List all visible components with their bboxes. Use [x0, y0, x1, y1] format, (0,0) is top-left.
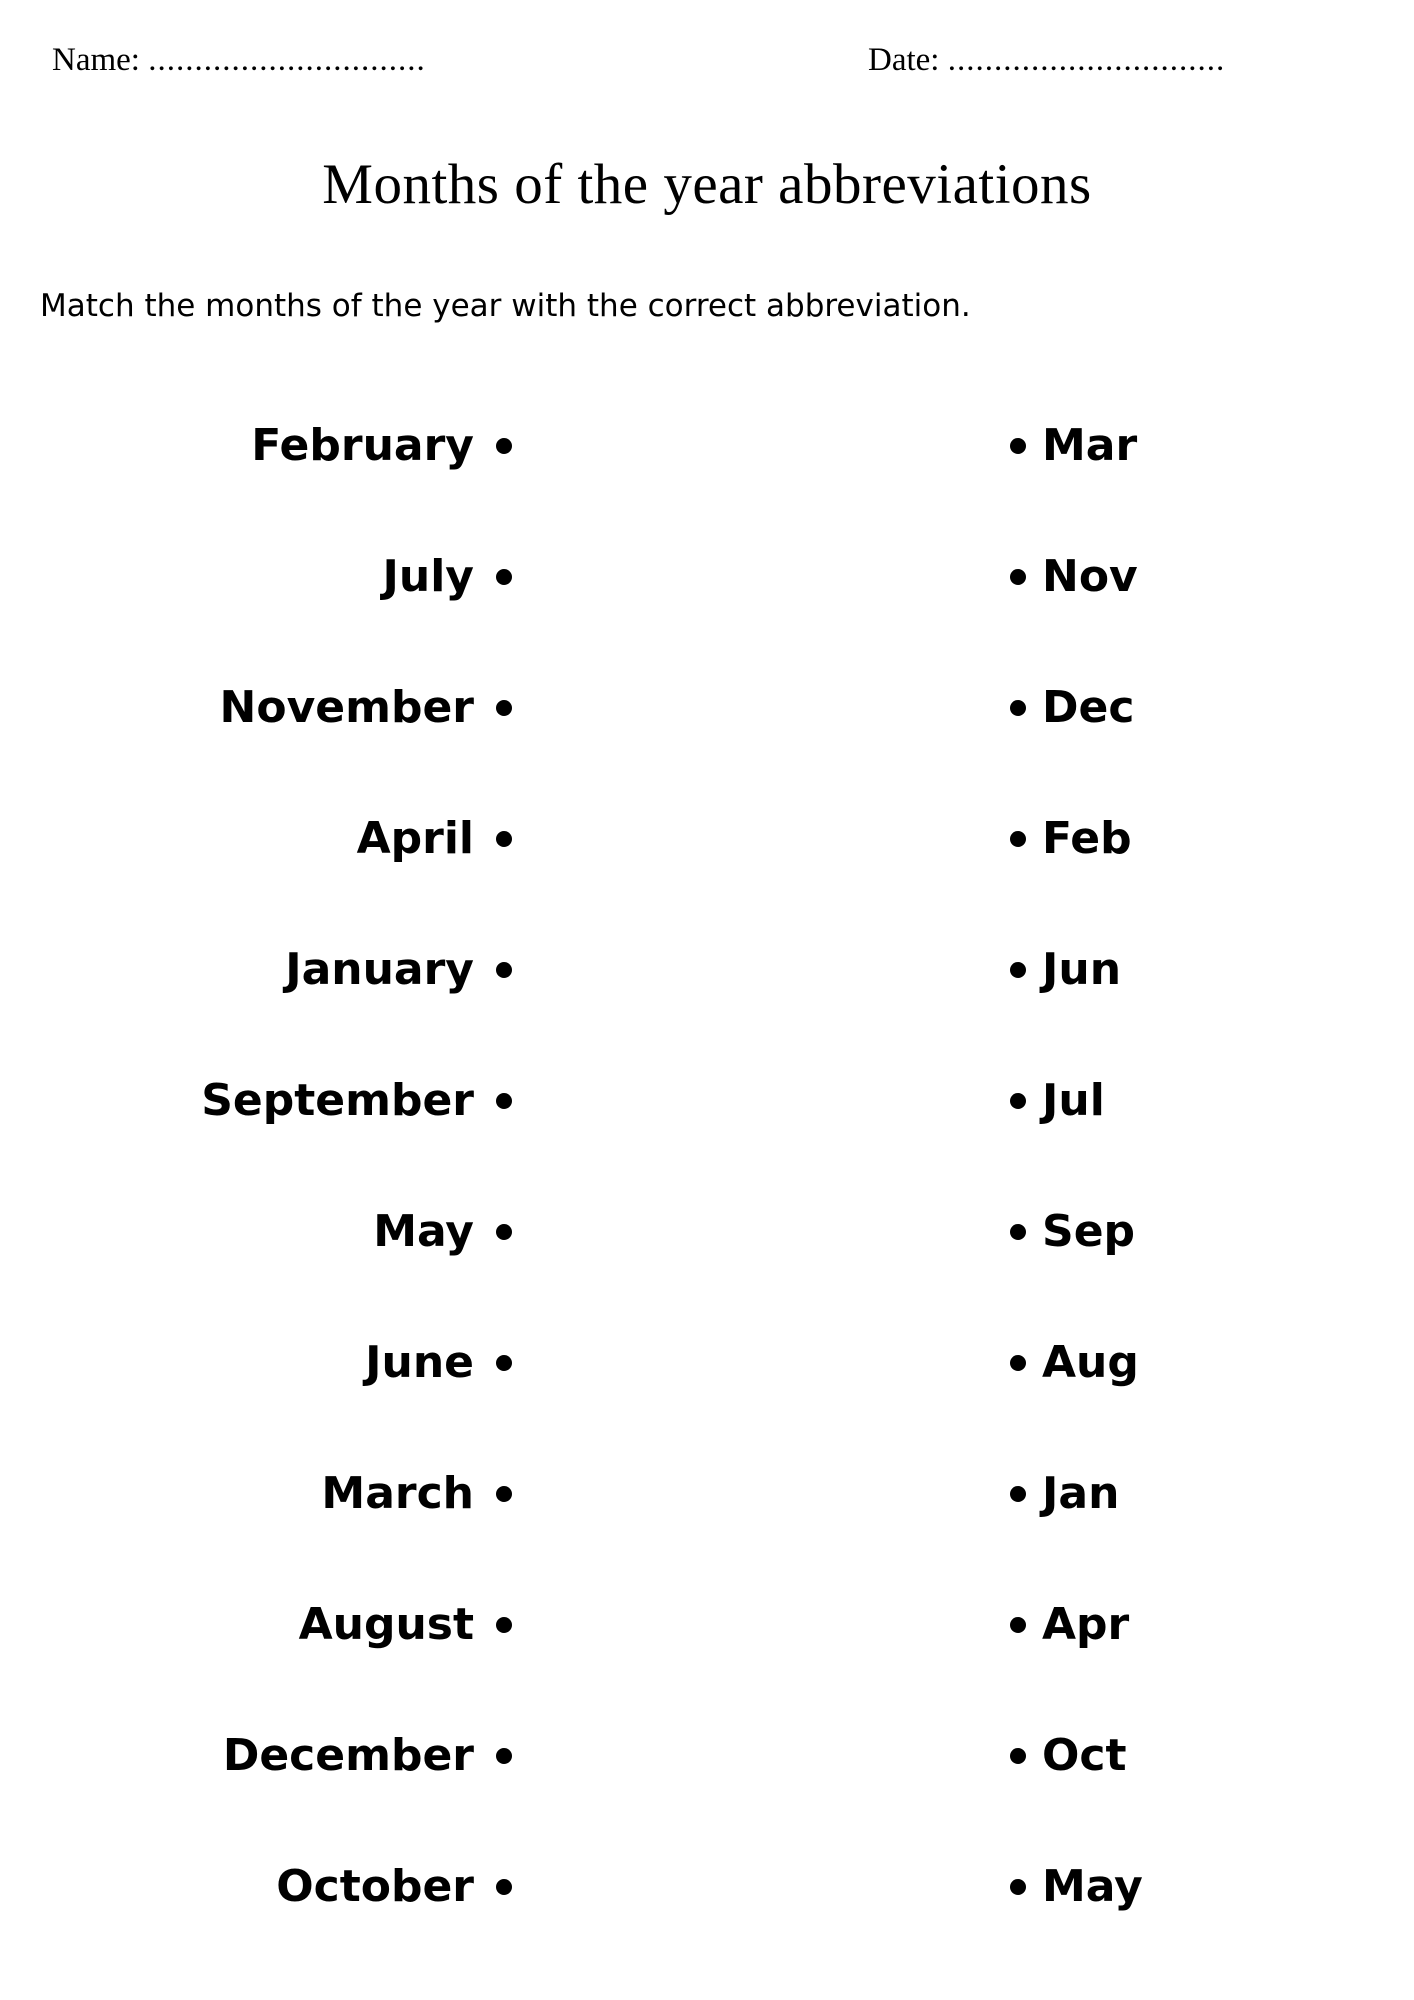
list-item[interactable]	[1000, 1166, 1414, 1297]
month-label: January	[285, 944, 474, 995]
list-item[interactable]	[1000, 1559, 1414, 1690]
date-dotted-line: ..............................	[947, 42, 1226, 78]
abbreviation-label: Dec	[1042, 682, 1135, 733]
name-dotted-line: ..............................	[148, 42, 426, 78]
connector-dot-icon[interactable]	[1010, 1224, 1026, 1240]
name-field[interactable]	[52, 42, 426, 79]
connector-dot-icon[interactable]	[496, 962, 512, 978]
list-item[interactable]	[1000, 1690, 1414, 1821]
instruction-text: Match the months of the year with the correct abbreviation.	[40, 288, 971, 324]
list-item[interactable]	[1000, 773, 1414, 904]
abbreviation-label: Jan	[1042, 1468, 1120, 1519]
abbreviation-label: Feb	[1042, 813, 1132, 864]
connector-dot-icon[interactable]	[1010, 1617, 1026, 1633]
list-item[interactable]	[0, 642, 520, 773]
list-item[interactable]	[1000, 642, 1414, 773]
months-column	[0, 380, 520, 1952]
connector-dot-icon[interactable]	[1010, 700, 1026, 716]
connector-dot-icon[interactable]	[496, 1093, 512, 1109]
abbreviation-label: Mar	[1042, 420, 1138, 471]
connector-dot-icon[interactable]	[1010, 438, 1026, 454]
month-label: August	[298, 1599, 474, 1650]
connector-dot-icon[interactable]	[496, 1486, 512, 1502]
abbreviation-label: Nov	[1042, 551, 1138, 602]
month-label: October	[276, 1861, 474, 1912]
connector-dot-icon[interactable]	[1010, 1879, 1026, 1895]
list-item[interactable]	[0, 1690, 520, 1821]
abbreviation-label: Oct	[1042, 1730, 1127, 1781]
connector-dot-icon[interactable]	[496, 1355, 512, 1371]
list-item[interactable]	[0, 511, 520, 642]
month-label: April	[356, 813, 474, 864]
month-label: March	[321, 1468, 474, 1519]
date-field[interactable]	[868, 42, 1225, 79]
abbreviations-column	[1000, 380, 1414, 1952]
month-label: December	[222, 1730, 474, 1781]
connector-dot-icon[interactable]	[1010, 1486, 1026, 1502]
abbreviation-label: Jul	[1042, 1075, 1105, 1126]
list-item[interactable]	[1000, 1297, 1414, 1428]
month-label: September	[201, 1075, 474, 1126]
connector-dot-icon[interactable]	[496, 1617, 512, 1633]
connector-dot-icon[interactable]	[496, 1879, 512, 1895]
connector-dot-icon[interactable]	[496, 1224, 512, 1240]
connector-dot-icon[interactable]	[1010, 962, 1026, 978]
connector-dot-icon[interactable]	[1010, 1355, 1026, 1371]
month-label: November	[219, 682, 474, 733]
connector-dot-icon[interactable]	[496, 438, 512, 454]
list-item[interactable]	[1000, 904, 1414, 1035]
list-item[interactable]	[0, 1166, 520, 1297]
list-item[interactable]	[0, 773, 520, 904]
abbreviation-label: May	[1042, 1861, 1143, 1912]
connector-dot-icon[interactable]	[1010, 1748, 1026, 1764]
list-item[interactable]	[1000, 511, 1414, 642]
connector-dot-icon[interactable]	[496, 700, 512, 716]
list-item[interactable]	[1000, 1035, 1414, 1166]
month-label: July	[382, 551, 474, 602]
list-item[interactable]	[0, 1821, 520, 1952]
month-label: February	[251, 420, 474, 471]
abbreviation-label: Aug	[1042, 1337, 1139, 1388]
page-title: Months of the year abbreviations	[322, 153, 1092, 216]
list-item[interactable]	[0, 1035, 520, 1166]
list-item[interactable]	[0, 904, 520, 1035]
month-label: June	[365, 1337, 474, 1388]
list-item[interactable]	[0, 1297, 520, 1428]
connector-dot-icon[interactable]	[1010, 569, 1026, 585]
connector-dot-icon[interactable]	[496, 569, 512, 585]
abbreviation-label: Apr	[1042, 1599, 1130, 1650]
list-item[interactable]	[0, 380, 520, 511]
header-fields	[0, 42, 1414, 92]
list-item[interactable]	[1000, 380, 1414, 511]
date-label: Date:	[868, 42, 940, 78]
name-label: Name:	[52, 42, 140, 78]
connector-dot-icon[interactable]	[1010, 1093, 1026, 1109]
list-item[interactable]	[1000, 1428, 1414, 1559]
abbreviation-label: Sep	[1042, 1206, 1136, 1257]
connector-dot-icon[interactable]	[496, 831, 512, 847]
list-item[interactable]	[0, 1428, 520, 1559]
abbreviation-label: Jun	[1042, 944, 1122, 995]
list-item[interactable]	[1000, 1821, 1414, 1952]
connector-dot-icon[interactable]	[1010, 831, 1026, 847]
matching-exercise	[0, 380, 1414, 1980]
month-label: May	[373, 1206, 474, 1257]
list-item[interactable]	[0, 1559, 520, 1690]
connector-dot-icon[interactable]	[496, 1748, 512, 1764]
